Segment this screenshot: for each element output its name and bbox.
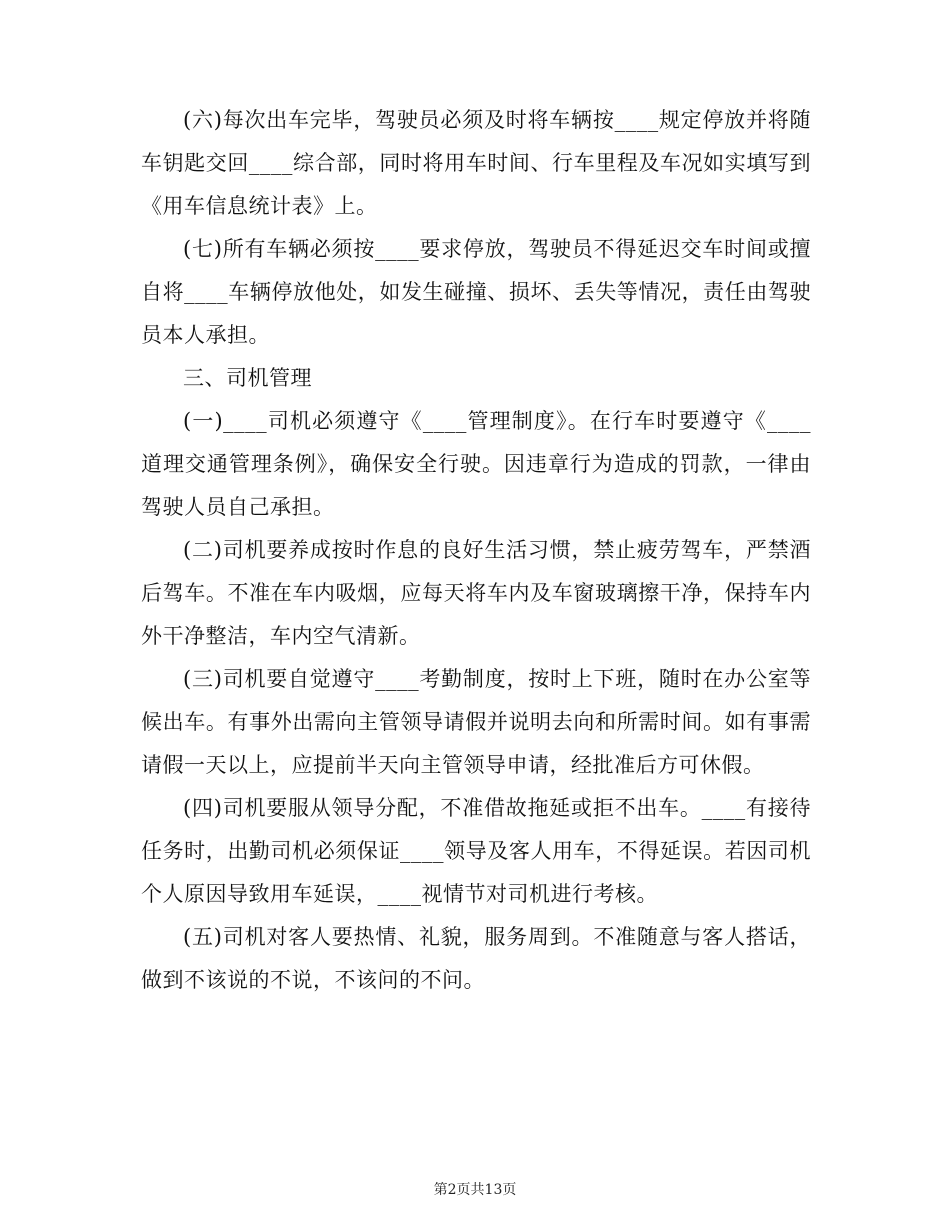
page-number-footer: 第2页共13页 xyxy=(433,1182,517,1198)
paragraph-2-driver-habits: (二)司机要养成按时作息的良好生活习惯，禁止疲劳驾车，严禁酒后驾车。不准在车内吸烟，应每天将车内及车窗玻璃擦干净，保持车内外干净整洁，车内空气清新。 xyxy=(141,538,811,648)
paragraph-1-traffic-rules: (一)____司机必须遵守《____管理制度》。在行车时要遵守《____道理交通管理条例》，确保安全行驶。因违章行为造成的罚款，一律由驾驶人员自己承担。 xyxy=(141,409,811,519)
paragraph-7-parking-rules: (七)所有车辆必须按____要求停放，驾驶员不得延迟交车时间或擅自将____车辆停放他处，如发生碰撞、损坏、丢失等情况，责任由驾驶员本人承担。 xyxy=(141,237,811,347)
paragraph-6-vehicle-return: (六)每次出车完毕，驾驶员必须及时将车辆按____规定停放并将随车钥匙交回____综合部，同时将用车时间、行车里程及车况如实填写到《用车信息统计表》上。 xyxy=(141,108,811,218)
paragraph-4-assignment: (四)司机要服从领导分配，不准借故拖延或拒不出车。____有接待任务时，出勤司机必须保证____领导及客人用车，不得延误。若因司机个人原因导致用车延误，____视情节对司机进行考核。 xyxy=(141,796,811,906)
paragraph-5-courtesy: (五)司机对客人要热情、礼貌，服务周到。不准随意与客人搭话，做到不该说的不说，不该问的不问。 xyxy=(141,925,811,992)
paragraph-3-attendance: (三)司机要自觉遵守____考勤制度，按时上下班，随时在办公室等候出车。有事外出需向主管领导请假并说明去向和所需时间。如有事需请假一天以上，应提前半天向主管领导申请，经批准后方可休假。 xyxy=(141,667,811,777)
document-body xyxy=(141,99,811,1002)
section-heading-driver-management: 三、司机管理 xyxy=(183,366,312,390)
